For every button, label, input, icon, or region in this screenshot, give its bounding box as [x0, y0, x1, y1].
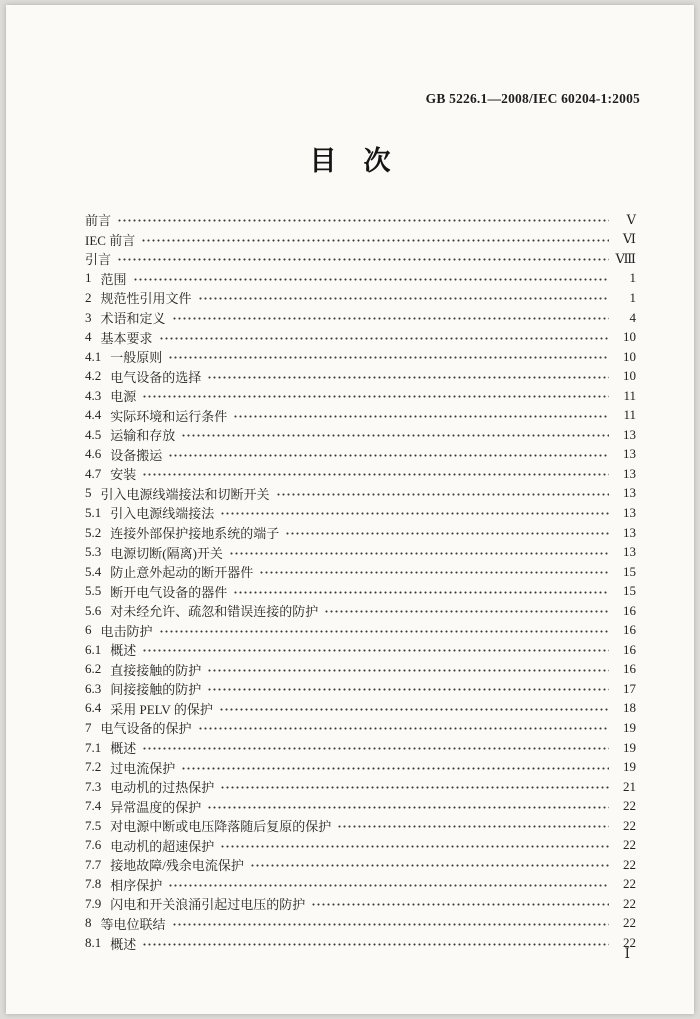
toc-entry-number: 5.4: [85, 563, 102, 579]
toc-entry-page: 4: [629, 309, 636, 325]
toc-dot-leader: [207, 803, 609, 812]
toc-entry: [85, 738, 636, 758]
toc-entry-title: 电击防护: [100, 623, 153, 639]
toc-entry-page: 1: [629, 289, 636, 305]
toc-entry-title: 等电位联结: [100, 916, 166, 932]
toc-entry-number: 5.1: [85, 504, 102, 520]
footer-page-number: Ⅰ: [624, 946, 630, 961]
toc-entry-number: 4.7: [85, 465, 102, 481]
standard-number: GB 5226.1—2008/IEC 60204-1:2005: [425, 91, 640, 106]
toc-entry-number: 7.9: [85, 895, 102, 911]
toc-entry-page: 1: [629, 270, 636, 286]
toc-entry-page: 11: [623, 407, 636, 423]
toc-entry-number: 6: [85, 622, 92, 638]
toc-entry-page: 22: [623, 895, 636, 911]
toc-entry-title: 电源: [110, 389, 137, 405]
toc-entry-page: 10: [623, 329, 636, 345]
toc-entry: [85, 347, 636, 367]
toc-entry: [85, 836, 636, 856]
toc-entry-page: 16: [623, 641, 636, 657]
toc-dot-leader: [233, 412, 609, 421]
toc-dot-leader: [311, 900, 609, 909]
toc-entry: [85, 757, 636, 777]
toc-entry: [85, 816, 636, 836]
toc-entry-number: 4: [85, 329, 92, 345]
toc-entry-number: 6.1: [85, 641, 102, 657]
toc-list: [85, 210, 636, 953]
toc-entry: [85, 777, 636, 797]
toc-entry-page: 16: [623, 661, 636, 677]
toc-dot-leader: [324, 607, 609, 616]
toc-entry: [85, 679, 636, 699]
toc-entry-number: 4.1: [85, 348, 102, 364]
toc-entry-page: 22: [623, 798, 636, 814]
toc-entry-title: 概述: [110, 643, 137, 659]
toc-entry: [85, 660, 636, 680]
toc-entry-page: 13: [623, 426, 636, 442]
toc-entry: [85, 230, 636, 250]
toc-dot-leader: [337, 822, 609, 831]
toc-entry: [85, 386, 636, 406]
toc-entry-page: 22: [623, 876, 636, 892]
toc-entry-page: 10: [623, 348, 636, 364]
toc-dot-leader: [159, 334, 609, 343]
toc-entry-number: 7.8: [85, 876, 102, 892]
toc-entry-number: 6.3: [85, 680, 102, 696]
toc-entry: [85, 581, 636, 601]
toc-entry-page: 13: [623, 524, 636, 540]
toc-entry: [85, 269, 636, 289]
toc-dot-leader: [168, 353, 609, 362]
toc-dot-leader: [207, 685, 609, 694]
toc-dot-leader: [250, 861, 609, 870]
toc-entry-title: 电气设备的选择: [110, 369, 202, 385]
toc-entry-page: Ⅴ: [626, 211, 636, 227]
toc-dot-leader: [259, 568, 609, 577]
toc-entry-number: 5.2: [85, 524, 102, 540]
toc-entry: [85, 464, 636, 484]
toc-dot-leader: [207, 666, 609, 675]
toc-entry-title: 过电流保护: [110, 760, 176, 776]
toc-entry-number: 4.2: [85, 368, 102, 384]
toc-entry-title: 电气设备的保护: [100, 721, 192, 737]
toc-entry-number: 5.5: [85, 583, 102, 599]
toc-entry: [85, 601, 636, 621]
toc-entry-number: 7.7: [85, 856, 102, 872]
toc-entry-number: 4.6: [85, 446, 102, 462]
toc-entry-page: 22: [623, 915, 636, 931]
toc-entry-number: 8: [85, 915, 92, 931]
toc-entry-title: 电动机的超速保护: [110, 838, 215, 854]
toc-entry-title: 电动机的过热保护: [110, 780, 215, 796]
toc-entry-title: 规范性引用文件: [100, 291, 192, 307]
toc-entry-page: 19: [623, 759, 636, 775]
toc-entry: [85, 249, 636, 269]
toc-dot-leader: [233, 588, 609, 597]
toc-entry-title: 基本要求: [100, 330, 153, 346]
toc-dot-leader: [229, 549, 609, 558]
toc-entry-page: 19: [623, 719, 636, 735]
toc-entry-page: 13: [623, 504, 636, 520]
toc-entry-title: 异常温度的保护: [110, 799, 202, 815]
toc-entry-title: 实际环境和运行条件: [110, 408, 228, 424]
toc-entry-page: 16: [623, 622, 636, 638]
toc-entry-page: Ⅵ: [622, 231, 636, 247]
toc-entry: [85, 718, 636, 738]
toc-dot-leader: [172, 920, 609, 929]
toc-entry-page: 19: [623, 739, 636, 755]
toc-entry-page: 16: [623, 602, 636, 618]
toc-entry-number: 3: [85, 309, 92, 325]
toc-entry: [85, 405, 636, 425]
toc-dot-leader: [133, 275, 609, 284]
toc-dot-leader: [142, 744, 609, 753]
toc-entry-title: 防止意外起动的断开器件: [110, 565, 254, 581]
toc-entry-title: 采用 PELV 的保护: [110, 701, 213, 717]
toc-entry-number: 5: [85, 485, 92, 501]
toc-entry-number: 7.6: [85, 837, 102, 853]
toc-entry-title: 相序保护: [110, 877, 163, 893]
toc-entry: [85, 796, 636, 816]
toc-entry-title: 电源切断(隔离)开关: [110, 545, 223, 561]
document-page: [6, 5, 694, 1014]
toc-entry-page: 13: [623, 446, 636, 462]
toc-entry-page: 22: [623, 817, 636, 833]
toc-dot-leader: [141, 236, 609, 245]
toc-entry-page: 22: [623, 856, 636, 872]
toc-entry-title: 范围: [100, 271, 127, 287]
toc-entry-number: 7.2: [85, 759, 102, 775]
toc-entry-page: 15: [623, 563, 636, 579]
toc-dot-leader: [220, 509, 609, 518]
toc-entry-title: 前言: [85, 213, 112, 229]
toc-entry-title: 设备搬运: [110, 447, 163, 463]
toc-entry-page: 13: [623, 465, 636, 481]
toc-dot-leader: [285, 529, 609, 538]
toc-entry-title: 闪电和开关浪涌引起过电压的防护: [110, 897, 306, 913]
toc-dot-leader: [172, 314, 609, 323]
toc-entry: [85, 503, 636, 523]
toc-dot-leader: [168, 451, 609, 460]
toc-dot-leader: [181, 764, 609, 773]
toc-entry-page: 21: [623, 778, 636, 794]
toc-entry-page: 11: [623, 387, 636, 403]
toc-entry-title: 引言: [85, 252, 112, 268]
toc-dot-leader: [168, 881, 609, 890]
toc-entry-title: 概述: [110, 741, 137, 757]
toc-entry: [85, 855, 636, 875]
toc-entry-number: 5.3: [85, 544, 102, 560]
toc-entry: [85, 308, 636, 328]
toc-entry-title: 概述: [110, 936, 137, 952]
toc-entry-title: 对电源中断或电压降落随后复原的保护: [110, 819, 332, 835]
toc-entry-title: 安装: [110, 467, 137, 483]
toc-entry-page: 22: [623, 837, 636, 853]
toc-entry: [85, 366, 636, 386]
toc-entry: [85, 914, 636, 934]
page-title: 目 次: [309, 146, 391, 176]
toc-entry-number: 2: [85, 289, 92, 305]
toc-dot-leader: [181, 431, 609, 440]
toc-entry-title: 直接接触的防护: [110, 662, 202, 678]
toc-dot-leader: [142, 392, 609, 401]
toc-entry-title: 引入电源线端接法和切断开关: [100, 486, 270, 502]
toc-entry: [85, 542, 636, 562]
toc-entry: [85, 523, 636, 543]
toc-dot-leader: [207, 373, 609, 382]
toc-entry: [85, 210, 636, 230]
toc-entry-number: 1: [85, 270, 92, 286]
toc-entry-title: 运输和存放: [110, 428, 176, 444]
toc-entry-page: 13: [623, 485, 636, 501]
toc-entry-number: 8.1: [85, 935, 102, 950]
toc-entry: [85, 288, 636, 308]
toc-entry-page: 17: [623, 680, 636, 696]
toc-dot-leader: [117, 216, 609, 225]
toc-entry: [85, 620, 636, 640]
toc-entry: [85, 425, 636, 445]
toc-dot-leader: [142, 470, 609, 479]
toc-entry: [85, 484, 636, 504]
toc-entry-title: 间接接触的防护: [110, 682, 202, 698]
toc-entry-title: 一般原则: [110, 350, 163, 366]
toc-entry-number: 4.5: [85, 426, 102, 442]
toc-entry-number: 6.2: [85, 661, 102, 677]
toc-entry-title: IEC 前言: [85, 232, 136, 248]
toc-entry-title: 接地故障/残余电流保护: [110, 858, 244, 874]
toc-dot-leader: [276, 490, 609, 499]
toc-dot-leader: [198, 294, 609, 303]
toc-entry-number: 7: [85, 719, 92, 735]
toc-entry-number: 4.3: [85, 387, 102, 403]
toc-dot-leader: [220, 842, 609, 851]
toc-entry-title: 引入电源线端接法: [110, 506, 215, 522]
toc-entry: [85, 445, 636, 465]
toc-entry-number: 4.4: [85, 407, 102, 423]
toc-dot-leader: [198, 724, 609, 733]
toc-dot-leader: [142, 646, 609, 655]
toc-entry-title: 断开电气设备的器件: [110, 584, 228, 600]
toc-entry: [85, 894, 636, 914]
toc-entry: [85, 875, 636, 895]
toc-entry: [85, 327, 636, 347]
toc-entry: [85, 699, 636, 719]
toc-entry-number: 7.1: [85, 739, 102, 755]
toc-entry-title: 术语和定义: [100, 311, 166, 326]
toc-entry-page: Ⅷ: [615, 250, 636, 266]
toc-dot-leader: [159, 627, 609, 636]
toc-dot-leader: [117, 255, 609, 264]
toc-entry-number: 7.5: [85, 817, 102, 833]
toc-entry-page: 13: [623, 544, 636, 560]
toc-entry-title: 连接外部保护接地系统的端子: [110, 526, 280, 542]
toc-entry: [85, 640, 636, 660]
toc-entry: [85, 562, 636, 582]
toc-entry-page: 15: [623, 583, 636, 599]
toc-entry-title: 对未经允许、疏忽和错误连接的防护: [110, 604, 319, 620]
toc-entry-number: 7.3: [85, 778, 102, 794]
toc-entry-number: 7.4: [85, 798, 102, 814]
toc-entry-page: 18: [623, 700, 636, 716]
toc-entry-page: 22: [623, 935, 636, 950]
toc-entry-number: 5.6: [85, 602, 102, 618]
toc-dot-leader: [220, 783, 609, 792]
toc-dot-leader: [219, 705, 609, 714]
toc-entry-page: 10: [623, 368, 636, 384]
toc-entry-number: 6.4: [85, 700, 102, 716]
